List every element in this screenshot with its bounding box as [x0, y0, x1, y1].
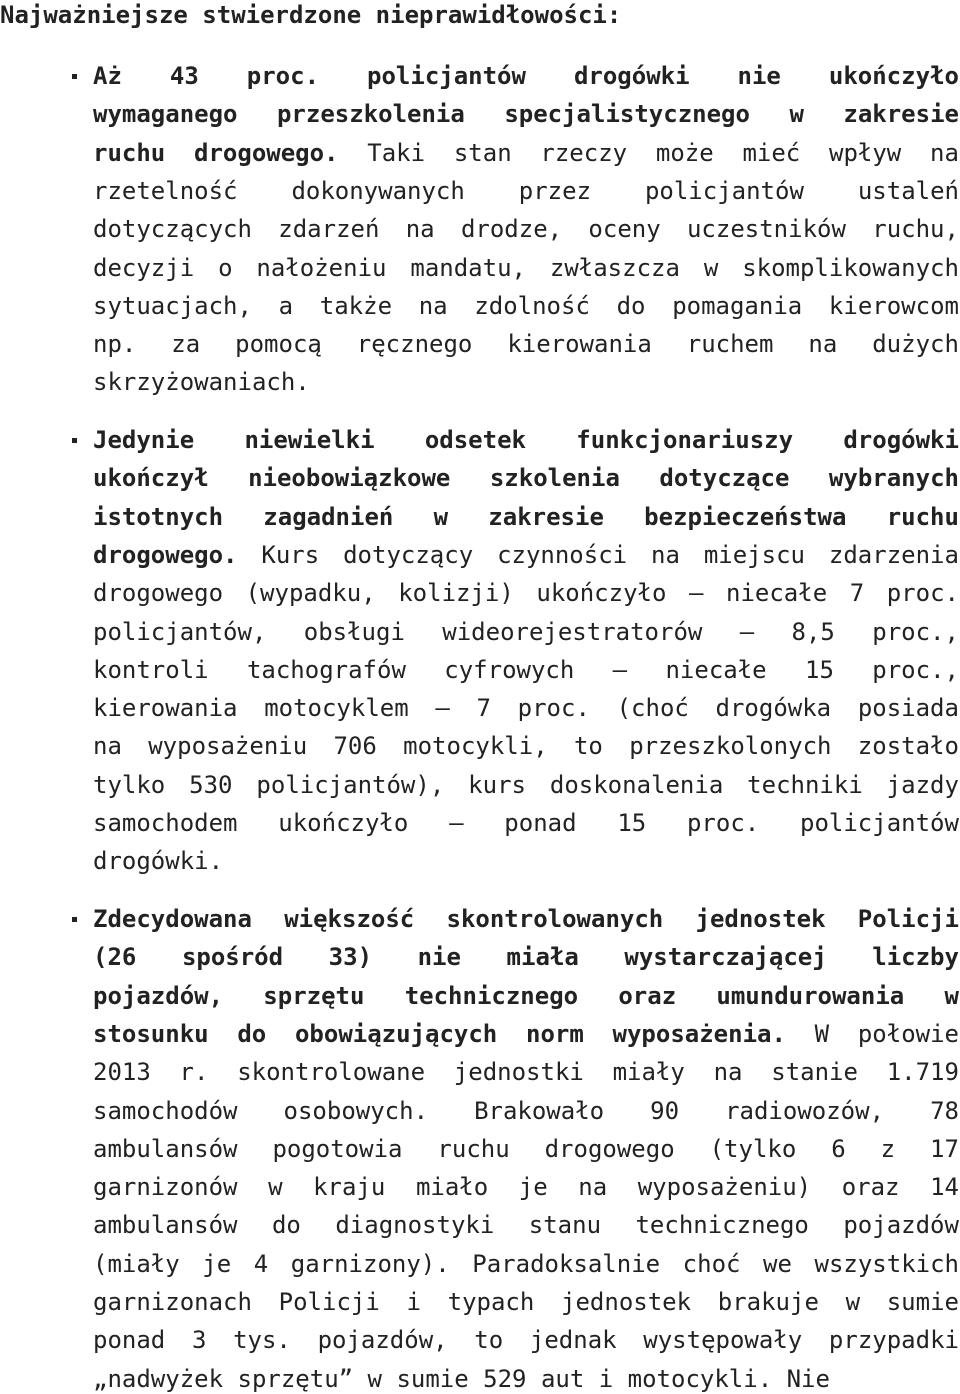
word: mieć — [742, 138, 801, 167]
word: – — [688, 579, 704, 608]
word: kurs — [468, 770, 526, 799]
word: – — [435, 694, 450, 723]
word: sprzętu — [263, 981, 365, 1010]
word: ruchem — [686, 330, 774, 359]
word: pojazdów, — [93, 981, 224, 1010]
word: zakresie — [843, 100, 959, 129]
word: na — [405, 215, 435, 244]
word: samochodów — [93, 1096, 238, 1125]
word: 529 — [483, 1364, 541, 1393]
word: kierowania — [93, 694, 238, 723]
text-line — [93, 1172, 959, 1202]
word: policjantów — [367, 62, 526, 90]
word: zostało — [857, 732, 959, 761]
text-line — [93, 329, 959, 359]
word: w — [944, 981, 959, 1010]
word: proc., — [872, 617, 959, 646]
word: Policji — [278, 1288, 380, 1316]
word: wystarczającej — [624, 943, 827, 972]
word: liczby — [872, 943, 959, 972]
word: niecałe — [665, 655, 767, 684]
word: czynności — [497, 540, 628, 569]
word: dużych — [872, 330, 959, 359]
word: kontroli — [93, 655, 209, 684]
word: Nie — [786, 1364, 830, 1393]
word: większość — [284, 905, 415, 933]
word: 17 — [930, 1134, 959, 1163]
word: radiowozów, — [725, 1096, 885, 1125]
word: – — [449, 809, 464, 837]
word: ukończył — [93, 464, 209, 493]
word: ponad — [93, 1326, 166, 1355]
word: ambulansów — [93, 1211, 238, 1240]
word: drogowego. — [93, 540, 238, 569]
word: w — [789, 100, 804, 129]
word: w — [845, 1288, 861, 1316]
bullet-icon — [72, 74, 77, 79]
word: obowiązujących — [294, 1019, 498, 1048]
text-line — [93, 176, 959, 206]
word: osobowych. — [283, 1096, 429, 1125]
word: nieobowiązkowe — [248, 464, 451, 493]
word: ustaleń — [857, 176, 959, 205]
text-line — [93, 846, 959, 876]
word: jednostki — [453, 1058, 584, 1087]
word: nie — [417, 943, 461, 972]
word: w — [367, 1364, 397, 1393]
word: dotyczące — [659, 464, 790, 493]
word: Policji — [857, 905, 959, 933]
word: typach — [447, 1288, 535, 1316]
word: motocyklem — [264, 694, 409, 723]
word: jednak — [529, 1326, 617, 1355]
text-line — [93, 61, 959, 91]
word: wybranych — [828, 464, 959, 493]
text-line — [93, 1134, 959, 1164]
word: proc. — [246, 62, 320, 90]
word: Taki — [367, 138, 426, 167]
word: policjantów — [800, 809, 959, 837]
word: w — [268, 1173, 283, 1202]
word: drogowego — [544, 1134, 675, 1163]
word: Brakowało — [474, 1096, 605, 1125]
word: 90 — [650, 1096, 680, 1125]
word: garnizonów — [93, 1173, 238, 1202]
word: doskonalenia — [549, 770, 724, 799]
word: stanu — [528, 1211, 602, 1240]
word: do — [237, 1019, 267, 1048]
text-line — [93, 540, 959, 570]
word: (tylko — [709, 1134, 797, 1163]
word: 530 — [189, 770, 233, 799]
word: drogówki. — [93, 847, 224, 876]
word: je — [518, 1173, 548, 1202]
word: odsetek — [424, 426, 526, 454]
word: ruchu — [93, 138, 166, 167]
word: – — [612, 655, 628, 684]
word: samochodem — [93, 809, 238, 837]
word: na — [651, 540, 680, 569]
word: (choć — [616, 694, 689, 723]
text-line — [93, 1364, 959, 1394]
word: 15 — [617, 809, 647, 837]
word: sumie — [886, 1288, 959, 1316]
word: z — [880, 1134, 896, 1163]
word: we — [763, 1249, 792, 1278]
text-line — [93, 502, 959, 532]
word: przeszkolenia — [276, 100, 465, 129]
text-line — [93, 770, 959, 800]
word: ukończyło — [828, 62, 959, 90]
word: o — [218, 253, 233, 282]
word: ruchu — [886, 502, 959, 531]
word: funkcjonariuszy — [576, 426, 794, 454]
word: „nadwyżek — [93, 1364, 238, 1393]
word: zdolność — [474, 291, 590, 320]
word: kierowcom — [828, 291, 959, 320]
word: specjalistycznego — [504, 100, 750, 129]
word: miały — [612, 1058, 685, 1087]
text-line — [93, 808, 959, 838]
word: posiada — [857, 694, 959, 723]
text-line — [93, 1249, 959, 1279]
word: drogówka — [715, 694, 832, 723]
word: spośród — [181, 943, 284, 972]
word: 1.719 — [886, 1058, 959, 1087]
word: ponad — [504, 809, 577, 837]
word: istotnych — [93, 502, 224, 531]
word: garnizony). — [290, 1249, 450, 1278]
word: 15 — [805, 655, 834, 684]
word: występowały — [643, 1326, 803, 1355]
word: 3 — [191, 1326, 207, 1355]
word: skontrolowanych — [446, 905, 664, 933]
word: kolizji) — [398, 579, 514, 608]
word: obsługi — [303, 617, 405, 646]
word: (wypadku, — [245, 579, 376, 608]
word: miało — [415, 1173, 489, 1202]
word: 43 — [169, 62, 199, 90]
word: (miały — [93, 1249, 180, 1278]
word: 14 — [930, 1173, 959, 1202]
word: miejscu — [703, 540, 805, 569]
word: niecałe — [726, 579, 828, 608]
word: stan — [453, 138, 512, 167]
text-line — [93, 138, 959, 168]
word: 7 — [476, 694, 491, 723]
word: sprzętu” — [237, 1364, 368, 1393]
word: diagnostyki — [335, 1211, 495, 1240]
word: ukończyło — [536, 579, 667, 608]
word: sumie — [396, 1364, 484, 1393]
word: w — [703, 253, 719, 282]
word: skrzyżowaniach. — [93, 368, 310, 397]
word: 6 — [831, 1134, 846, 1163]
word: technicznego — [404, 981, 579, 1010]
text-line — [93, 942, 959, 972]
bullet-icon — [72, 438, 77, 443]
word: stosunku — [93, 1019, 209, 1048]
word: policjantów — [644, 176, 804, 205]
word: dotyczący — [343, 540, 474, 569]
word: do — [271, 1211, 301, 1240]
word: kierowania — [507, 330, 652, 359]
word: tys. — [233, 1326, 291, 1355]
word: wszystkich — [814, 1249, 959, 1278]
word: techniki — [747, 770, 863, 799]
text-line — [93, 1287, 959, 1317]
word: je — [202, 1249, 232, 1278]
word: oraz — [618, 981, 677, 1010]
word: technicznego — [635, 1211, 809, 1240]
word: niewielki — [244, 426, 375, 454]
word: norm — [526, 1019, 584, 1048]
text-line — [93, 253, 959, 283]
word: połowie — [857, 1019, 959, 1048]
word: zagadnień — [263, 502, 394, 531]
word: stanie — [771, 1058, 858, 1087]
word: choć — [682, 1249, 741, 1278]
word: proc. — [686, 809, 760, 837]
word: Jedynie — [93, 426, 195, 454]
word: aut — [540, 1364, 599, 1393]
word: drogówki — [573, 62, 690, 90]
word: 4 — [253, 1249, 269, 1278]
word: W — [814, 1019, 830, 1048]
word: to — [573, 732, 603, 761]
text-line — [93, 1019, 959, 1049]
word: miała — [506, 943, 579, 972]
word: ambulansów — [93, 1134, 238, 1163]
word: w — [433, 502, 449, 531]
word: tylko — [93, 770, 166, 799]
text-line — [93, 693, 959, 723]
word: na — [418, 291, 448, 320]
word: r. — [179, 1058, 209, 1087]
word: przeszkolonych — [629, 732, 832, 761]
word: 2013 — [93, 1058, 151, 1087]
word: motocykli. — [627, 1364, 787, 1393]
text-line — [93, 1057, 959, 1087]
word: przypadki — [828, 1326, 959, 1355]
word: wideorejestratorów — [442, 617, 703, 646]
word: 706 — [333, 732, 377, 761]
word: 7 — [849, 579, 865, 608]
word: a — [278, 291, 294, 320]
word: motocykli, — [403, 732, 548, 761]
text-line — [93, 214, 959, 244]
text-line — [93, 463, 959, 493]
text-line — [93, 1096, 959, 1126]
text-line — [93, 1325, 959, 1355]
word: np. — [93, 330, 137, 359]
word: może — [655, 138, 714, 167]
word: bezpieczeństwa — [644, 502, 847, 531]
word: Paradoksalnie — [472, 1249, 661, 1278]
word: zdarzenia — [828, 540, 959, 569]
text-line — [93, 578, 959, 608]
bullet-icon — [72, 917, 77, 922]
word: za — [171, 330, 201, 359]
word: także — [319, 291, 393, 320]
word: wyposażeniu) — [637, 1173, 812, 1202]
word: drogówki — [843, 426, 959, 454]
word: drogowego — [93, 579, 224, 608]
word: jednostek — [561, 1288, 692, 1316]
text-line — [93, 981, 959, 1011]
word: – — [739, 617, 755, 646]
word: na — [930, 138, 959, 167]
word: sytuacjach, — [93, 291, 252, 320]
word: zdarzeń — [278, 215, 380, 244]
word: skontrolowane — [237, 1058, 426, 1087]
word: na — [808, 330, 838, 359]
text-line — [93, 731, 959, 761]
word: pomagania — [672, 291, 803, 320]
word: i — [406, 1288, 421, 1316]
word: brakuje — [717, 1288, 819, 1316]
word: to — [474, 1326, 504, 1355]
word: rzetelność — [93, 176, 238, 205]
word: garnizonach — [93, 1288, 252, 1316]
word: 78 — [930, 1096, 959, 1125]
word: (26 — [93, 943, 137, 972]
word: Kurs — [261, 540, 320, 569]
word: wyposażeniu — [148, 732, 308, 761]
word: pojazdów, — [317, 1326, 448, 1355]
word: rzeczy — [540, 138, 628, 167]
word: drogowego. — [194, 138, 339, 167]
word: ukończyło — [278, 809, 409, 837]
word: nie — [737, 62, 781, 90]
word: drodze, — [460, 215, 563, 244]
word: ruchu, — [872, 215, 959, 244]
word: pogotowia — [272, 1134, 403, 1163]
word: proc., — [872, 655, 959, 684]
word: tachografów — [246, 655, 406, 684]
text-line — [93, 367, 959, 397]
word: jazdy — [886, 770, 959, 799]
word: wyposażenia. — [612, 1019, 786, 1048]
text-line — [93, 655, 959, 685]
word: Aż — [93, 62, 122, 90]
section-heading: Najważniejsze stwierdzone nieprawidłowości: — [0, 1, 622, 29]
word: zakresie — [488, 502, 604, 531]
word: zwłaszcza — [549, 253, 680, 282]
word: proc. — [517, 694, 590, 723]
text-line — [93, 425, 959, 455]
word: mandatu, — [410, 253, 526, 282]
word: kraju — [313, 1173, 386, 1202]
word: ręcznego — [356, 330, 473, 359]
word: 8,5 — [791, 617, 835, 646]
word: na — [713, 1058, 743, 1087]
word: umundurowania — [716, 981, 905, 1010]
word: policjantów), — [256, 770, 445, 799]
word: dotyczących — [93, 215, 252, 244]
word: uczestników — [686, 215, 846, 244]
word: decyzji — [93, 253, 195, 282]
word: szkolenia — [489, 464, 620, 493]
text-line — [93, 617, 959, 647]
word: ruchu — [437, 1134, 510, 1163]
word: wymaganego — [93, 100, 238, 129]
word: 33) — [328, 943, 373, 972]
text-line — [93, 904, 959, 934]
word: proc. — [886, 579, 959, 608]
word: jednostek — [695, 905, 826, 933]
word: na — [93, 732, 122, 761]
word: i — [598, 1364, 628, 1393]
word: nałożeniu — [256, 253, 387, 282]
word: pomocą — [235, 330, 322, 359]
word: przez — [518, 176, 592, 205]
word: policjantów, — [93, 617, 267, 646]
word: wpływ — [829, 138, 902, 167]
word: do — [616, 291, 646, 320]
word: oraz — [841, 1173, 900, 1202]
word: oceny — [588, 215, 661, 244]
word: cyfrowych — [444, 655, 575, 684]
text-line — [93, 1210, 959, 1240]
word: dokonywanych — [291, 176, 465, 205]
word: na — [578, 1173, 608, 1202]
word: pojazdów — [843, 1211, 959, 1240]
text-line — [93, 99, 959, 129]
word: skomplikowanych — [742, 253, 959, 282]
text-line — [93, 291, 959, 321]
word: Zdecydowana — [93, 905, 252, 933]
